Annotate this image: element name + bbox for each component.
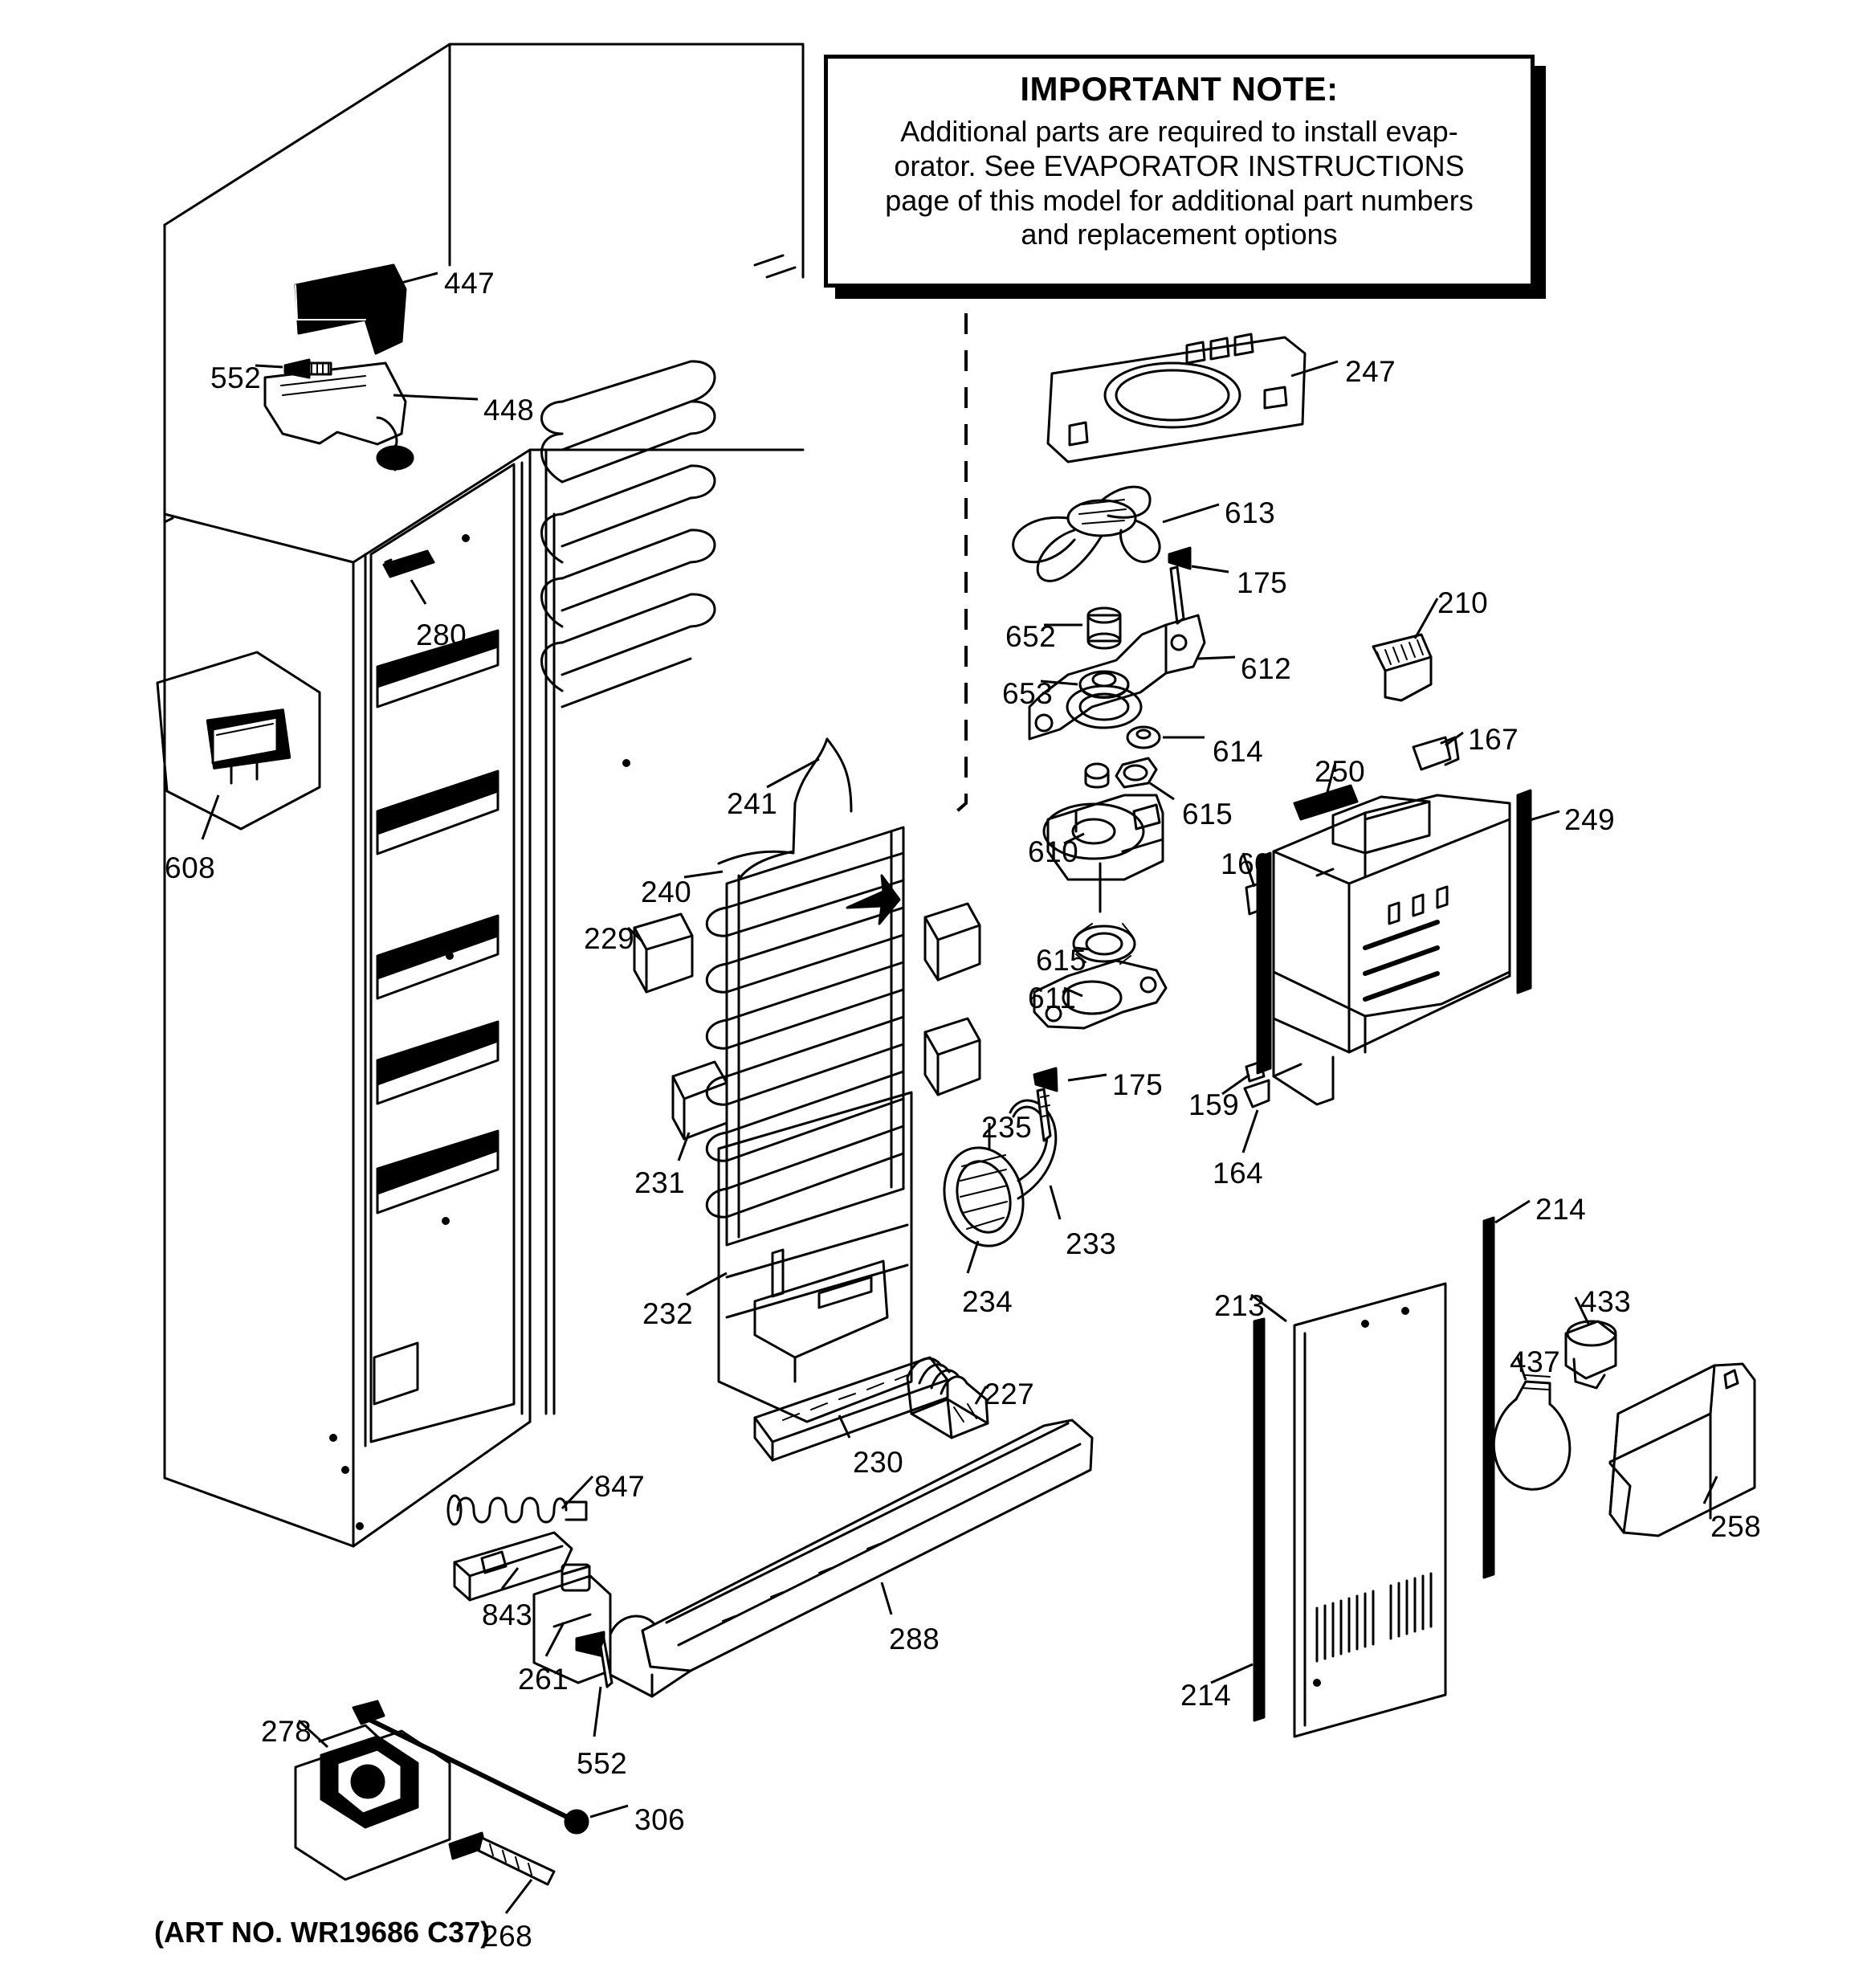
important-note-line-3: page of this model for additional part numbers (885, 183, 1474, 217)
callout-229: 229 (584, 922, 635, 955)
callout-213: 213 (1214, 1289, 1266, 1322)
callout-608: 608 (165, 851, 216, 884)
callout-288: 288 (889, 1623, 940, 1655)
callout-234: 234 (962, 1285, 1013, 1318)
callout-611: 611 (1028, 982, 1077, 1014)
callout-159: 159 (1188, 1088, 1240, 1121)
callout-214b: 214 (1180, 1679, 1232, 1712)
callout-241: 241 (727, 787, 778, 820)
callout-448: 448 (483, 394, 535, 427)
important-note-line-1: Additional parts are required to install evap- (900, 115, 1458, 148)
callout-447: 447 (444, 267, 495, 300)
callout-235: 235 (981, 1111, 1033, 1144)
callout-231: 231 (634, 1166, 686, 1199)
callout-164: 164 (1213, 1157, 1264, 1190)
callout-227: 227 (984, 1378, 1035, 1410)
important-note-line-2: orator. See EVAPORATOR INSTRUCTIONS (894, 149, 1465, 182)
callout-230: 230 (853, 1446, 904, 1479)
important-note-line-4: and replacement options (1021, 218, 1338, 251)
callout-247: 247 (1345, 355, 1396, 388)
callout-280: 280 (416, 618, 467, 651)
callout-306: 306 (634, 1803, 686, 1836)
callout-214a: 214 (1535, 1193, 1587, 1226)
callout-167: 167 (1468, 723, 1519, 756)
important-note-title: IMPORTANT NOTE: (1020, 70, 1339, 108)
callout-552b: 552 (577, 1747, 628, 1780)
callout-250: 250 (1315, 755, 1366, 788)
callout-240: 240 (641, 876, 692, 908)
callout-232: 232 (642, 1297, 694, 1330)
callout-249: 249 (1564, 803, 1616, 836)
callout-437: 437 (1510, 1345, 1561, 1378)
callout-843: 843 (482, 1598, 533, 1631)
callout-278: 278 (261, 1715, 312, 1748)
callout-233: 233 (1066, 1227, 1117, 1260)
callout-613: 613 (1225, 496, 1276, 529)
callout-261: 261 (518, 1663, 569, 1696)
callout-268: 268 (482, 1920, 533, 1953)
callout-210: 210 (1437, 586, 1489, 619)
callout-847: 847 (594, 1470, 646, 1503)
callout-433: 433 (1580, 1285, 1632, 1318)
callout-612: 612 (1241, 652, 1292, 685)
callout-652: 652 (1005, 620, 1057, 653)
art-number: (ART NO. WR19686 C37) (154, 1916, 491, 1949)
callout-615a: 615 (1182, 798, 1233, 831)
callout-552a: 552 (210, 361, 262, 394)
callout-160: 160 (1221, 847, 1272, 880)
callout-615b: 615 (1036, 944, 1087, 977)
callout-175a: 175 (1237, 566, 1288, 599)
callout-258: 258 (1710, 1510, 1762, 1543)
callout-653: 653 (1002, 677, 1054, 710)
callout-614: 614 (1213, 735, 1264, 768)
callout-610: 610 (1028, 835, 1079, 868)
callout-175b: 175 (1112, 1068, 1164, 1101)
